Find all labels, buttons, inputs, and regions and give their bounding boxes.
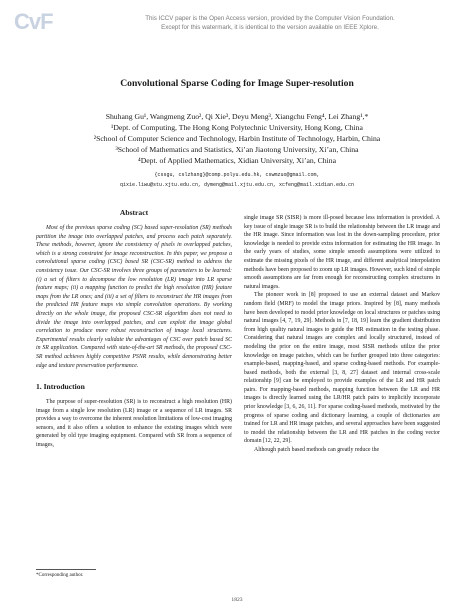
author-list: Shuhang Gu¹, Wangmeng Zuo², Qi Xie³, Deyu Meng³, Xiangchu Feng⁴, Lei Zhang¹,*: [105, 112, 369, 121]
email-line-1: {cssgu, cslzhang}@comp.polyu.edu.hk, cswmzuo@gmail.com,: [154, 172, 320, 178]
footnote-rule: [36, 569, 96, 570]
left-column: [36, 208, 232, 450]
affiliation-3: ³School of Mathematics and Statistics, Xi’an Jiaotong University, Xi’an, China: [115, 145, 359, 154]
right-column: [244, 214, 440, 455]
right-paragraph-1: single image SR (SISR) is more ill-posed because less information is provided. A key issue of single image SR is to build the relationship between the LR image and the HR image. Since information was lost in the down-sampling procedure, prior knowledge is needed to provide extra information for estimating the HR image. In the early years of studies, some simple smooth assumptions were utilized to estimate the missing pixels of the HR image, and different analytical interpolation methods have been proposed to zoom up LR images. However, such kind of simple smooth assumptions are far from enough for reconstructing complex structures in natural images.: [244, 215, 440, 290]
svg-text:CvF: CvF: [14, 9, 53, 33]
email-block: [0, 171, 474, 190]
affiliation-2: ²School of Computer Science and Technology, Harbin Institute of Technology, Harbin, China: [93, 134, 381, 143]
introduction-heading: 1. Introduction: [36, 382, 85, 392]
abstract-text: Most of the previous sparse coding (SC) based super-resolution (SR) methods partition the image into overlapped patches, and process each patch separately. These methods, however, ignore the consistency of pixels in overlapped patches, which is a strong constraint for image reconstruction. In this paper, we propose a convolutional sparse coding (CSC) based SR (CSC-SR) method to address the consistency issue. Our CSC-SR involves three groups of parameters to be learned: (i) a set of filters to decompose the low resolution (LR) image into LR sparse feature maps; (ii) a mapping function to predict the high resolution (HR) feature maps from the LR ones; and (iii) a set of filters to reconstruct the HR images from the predicted HR feature maps via simple convolution operations. By working directly on the whole image, the proposed CSC-SR algorithm does not need to divide the image into overlapped patches, and can exploit the image global correlation to produce more robust reconstruction of image local structures. Experimental results clearly validate the advantages of CSC over patch based SC in SR application. Compared with state-of-the-art SR methods, the proposed CSC-SR method achieves highly competitive PSNR results, while demonstrating better edge and texture preservation performance.: [36, 225, 232, 369]
notice-line-2: Except for this watermark, it is identical to the version available on IEEE Xplore.: [161, 24, 379, 31]
affiliation-1: ¹Dept. of Computing, The Hong Kong Polytechnic University, Hong Kong, China: [111, 123, 363, 132]
notice-line-1: This ICCV paper is the Open Access version, provided by the Computer Vision Foundation.: [145, 15, 395, 22]
right-paragraph-3: Although patch based methods can greatly reduce the: [254, 447, 380, 454]
cvf-logo: [14, 9, 54, 33]
introduction-paragraph-1: The purpose of super-resolution (SR) is to reconstruct a high resolution (HR) image from a single low resolution (LR) image or a sequence of LR images. SR provides a way to overcome the inherent resolution limitations of low-cost imaging sensors, and it also offers a solution to enhance the existing images which were generated by old type imaging equipment. Compared with SR from a sequence of images,: [36, 399, 232, 449]
affiliation-4: ⁴Dept. of Applied Mathematics, Xidian University, Xi’an, China: [138, 156, 336, 165]
email-line-2: qixie.liwu@stu.xjtu.edu.cn, dymeng@mail.xjtu.edu.cn, xcfeng@mail.xidian.edu.cn: [119, 181, 355, 188]
corresponding-author-note: *Corresponding author.: [36, 573, 84, 578]
open-access-notice: [120, 14, 420, 32]
page-number: 1823: [231, 597, 243, 603]
author-block: [0, 111, 474, 166]
abstract-heading: Abstract: [119, 208, 149, 217]
footnote: [36, 569, 232, 579]
paper-title: Convolutional Sparse Coding for Image Super-resolution: [120, 78, 354, 89]
right-paragraph-2: The pioneer work in [8] proposed to use an external dataset and Markov random field (MRF) to model the image priors. Inspired by [8], many methods have been developed to model prior knowledge on local structures or patches using natural images [4, 7, 19, 29]. Methods in [7, 18, 19] learn the gradient distribution from high quality natural images to guide the HR estimation in the testing phase. Considering that natural images are complex and locally structured, instead of modeling the prior on the entire image, most SISR methods utilize the prior knowledge on image patches, which can be further grouped into three categories: example-based, mapping-based, and sparse coding-based methods. For example-based methods, both the external [3, 8, 27] dataset and internal cross-scale relationship [9] can be employed to provide examples of the LR and HR patch pairs. For mapping-based methods, mapping function between the LR and HR images is directly learned using the LR/HR patch pairs to implicitly incorporate prior knowledge [3, 6, 26, 11]. For sparse coding-based methods, motivated by the progress of sparse coding and dictionary learning, a couple of dictionaries are trained for LR and HR image patches, and several approaches have been suggested to model the relationship between the LR and HR patches in the coding vector domain [12, 22, 29].: [244, 292, 440, 445]
